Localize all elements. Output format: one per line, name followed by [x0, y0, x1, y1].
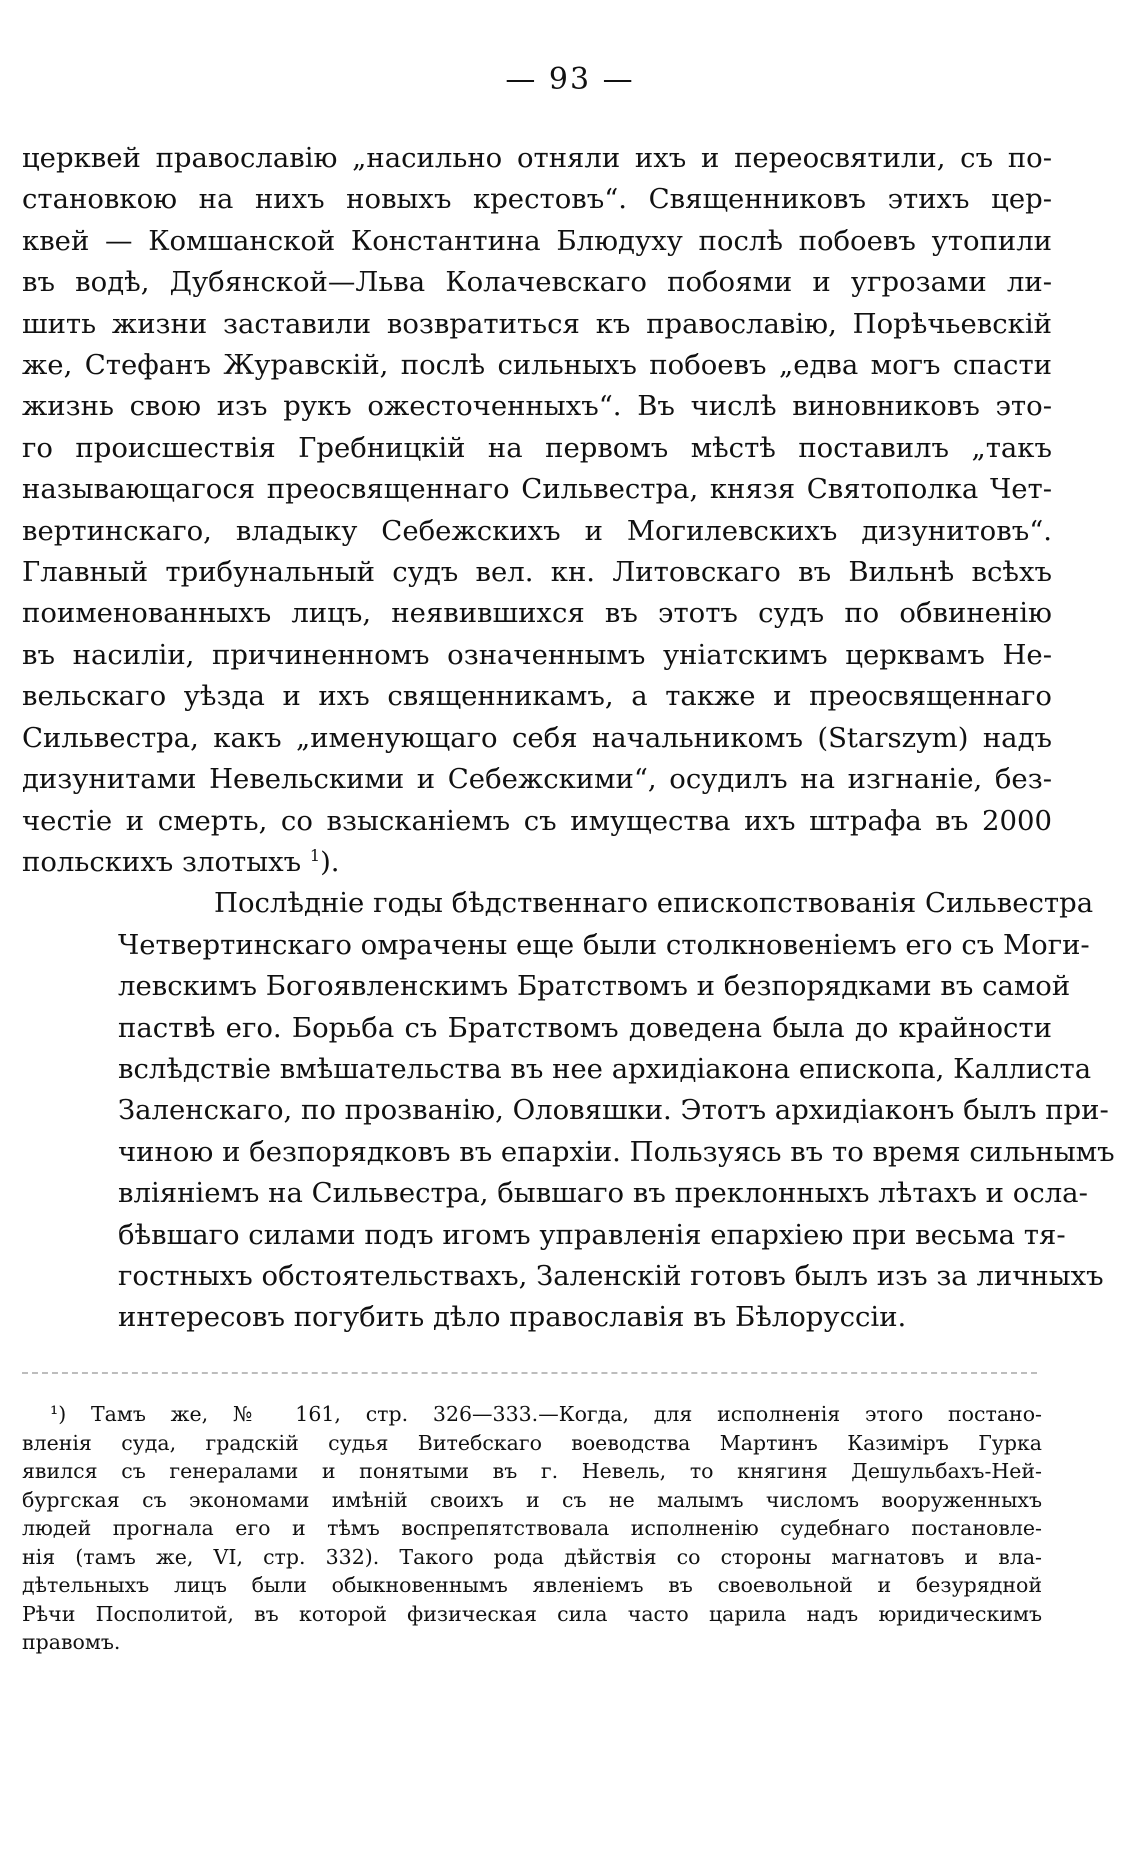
footnote-line: людей прогнала его и тѣмъ воспрепятствовала исполненію судебнаго постановле- — [22, 1516, 1042, 1540]
text-line: вертинскаго, владыку Себежскихъ и Могилевскихъ дизунитовъ“. — [22, 514, 1052, 547]
text-line: дизунитами Невельскими и Себежскими“, осудилъ на изгнаніе, без- — [22, 763, 1052, 796]
text-line: паствѣ его. Борьба съ Братствомъ доведена была до крайности — [118, 1011, 1052, 1044]
footnote-line: Рѣчи Посполитой, въ которой физическая сила часто царила надъ юридическимъ — [22, 1601, 1042, 1626]
text-line: го происшествія Гребницкій на первомъ мѣстѣ поставилъ „такъ — [22, 431, 1052, 464]
text-segment-tail: ). — [320, 845, 340, 878]
body-text — [22, 138, 1115, 1339]
text-line: же, Стефанъ Журавскій, послѣ сильныхъ побоевъ „едва могъ спасти — [22, 349, 1052, 382]
text-line: гостныхъ обстоятельствахъ, Заленскій готовъ былъ изъ за личныхъ — [118, 1259, 1104, 1292]
text-line: жизнь свою изъ рукъ ожесточенныхъ“. Въ числѣ виновниковъ это- — [22, 390, 1052, 423]
page-number: — 93 — — [505, 62, 635, 97]
text-segment: польскихъ злотыхъ — [22, 845, 302, 878]
text-line: шить жизни заставили возвратиться къ православію, Порѣчьевскій — [22, 307, 1052, 340]
text-line: становкою на нихъ новыхъ крестовъ“. Священниковъ этихъ цер- — [22, 183, 1052, 216]
text-line: Главный трибунальный судъ вел. кн. Литовскаго въ Вильнѣ всѣхъ — [22, 556, 1052, 589]
text-line: Заленскаго, по прозванію, Оловяшки. Этотъ архидіаконъ былъ при- — [118, 1094, 1109, 1127]
text-line: церквей православію „насильно отняли ихъ и переосвятили, съ по- — [22, 142, 1052, 174]
text-line: вельскаго уѣзда и ихъ священникамъ, а также и преосвященнаго — [22, 680, 1052, 713]
paragraph-2 — [22, 883, 1115, 1338]
text-line: Четвертинскаго омрачены еще были столкновеніемъ его съ Моги- — [118, 928, 1090, 961]
text-line: вліяніемъ на Сильвестра, бывшаго въ преклонныхъ лѣтахъ и осла- — [118, 1177, 1088, 1210]
footnote-line: ¹) Тамъ же, № 161, стр. 326—333.—Когда, для исполненія этого постано- — [50, 1402, 1042, 1426]
footnote-line: нія (тамъ же, VI, стр. 332). Такого рода дѣйствія со стороны магнатовъ и вла- — [22, 1544, 1042, 1569]
paragraph-1 — [22, 138, 1052, 883]
footnote — [22, 1400, 1042, 1657]
text-line: квей — Комшанской Константина Блюдуху послѣ побоевъ утопили — [22, 224, 1052, 257]
text-line: поименованныхъ лицъ, неявившихся въ этотъ судъ по обвиненію — [22, 597, 1052, 630]
text-line: левскимъ Богоявленскимъ Братствомъ и безпорядками въ самой — [118, 970, 1071, 1003]
footnote-line: вленія суда, градскій судья Витебскаго воеводства Мартинъ Казиміръ Гурка — [22, 1430, 1042, 1455]
text-line-last: интересовъ погубить дѣло православія въ Бѣлоруссіи. — [118, 1301, 907, 1334]
footnote-line-last: правомъ. — [22, 1630, 121, 1654]
text-line: бѣвшаго силами подъ игомъ управленія епархіею при весьма тя- — [118, 1218, 1066, 1251]
footnote-reference[interactable]: 1 — [309, 845, 321, 865]
text-line: вслѣдствіе вмѣшательства въ нее архидіакона епископа, Каллиста — [118, 1052, 1092, 1085]
footnote-line: бургская съ экономами имѣній своихъ и съ не малымъ числомъ вооруженныхъ — [22, 1487, 1042, 1512]
text-line: называющагося преосвященнаго Сильвестра, князя Святополка Чет- — [22, 473, 1052, 506]
text-line-last — [22, 842, 1052, 883]
text-line: въ насиліи, причиненномъ означеннымъ уніатскимъ церквамъ Не- — [22, 638, 1052, 671]
footnote-separator — [22, 1372, 1037, 1374]
text-line: честіе и смерть, со взысканіемъ съ имущества ихъ штрафа въ 2000 — [22, 804, 1052, 837]
text-line: Сильвестра, какъ „именующаго себя начальникомъ (Starszym) надъ — [22, 721, 1052, 754]
text-line: чиною и безпорядковъ въ епархіи. Пользуясь въ то время сильнымъ — [118, 1135, 1115, 1168]
footnote-line: дѣтельныхъ лицъ были обыкновеннымъ явленіемъ въ своевольной и безурядной — [22, 1573, 1042, 1597]
footnote-line: явился съ генералами и понятыми въ г. Невель, то княгиня Дешульбахъ-Ней- — [22, 1459, 1042, 1483]
text-line: въ водѣ, Дубянской—Льва Колачевскаго побоями и угрозами ли- — [22, 266, 1052, 299]
text-line: Послѣдніе годы бѣдственнаго епископствованія Сильвестра — [214, 887, 1094, 920]
